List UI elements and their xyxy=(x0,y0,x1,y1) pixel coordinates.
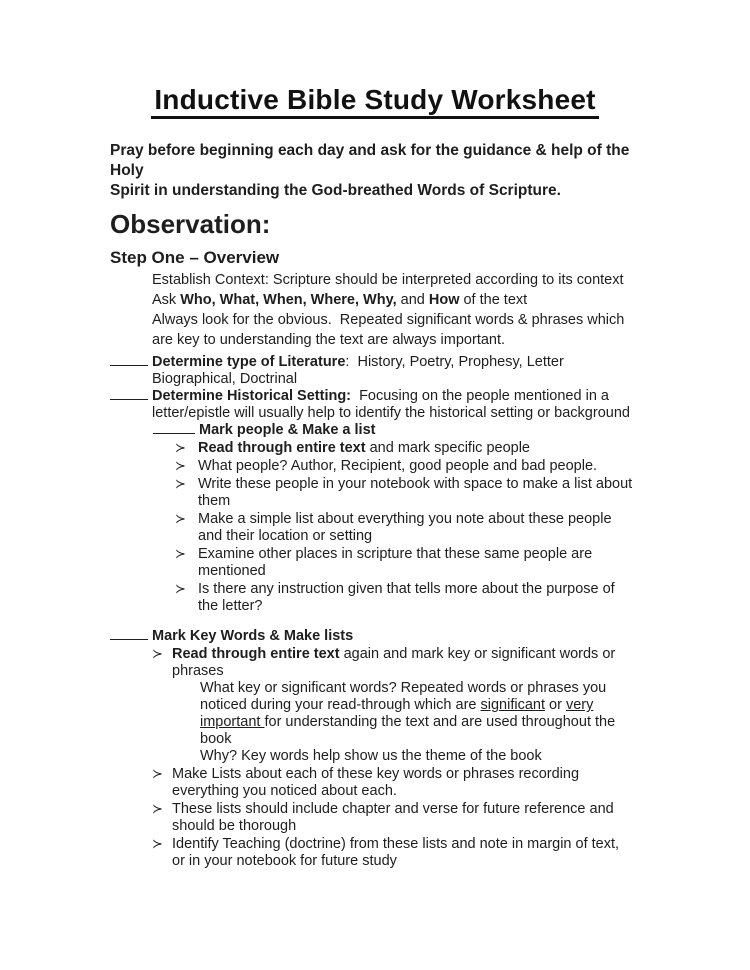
text-segment: significant xyxy=(480,697,545,714)
arrow-bullet-icon: ≻ xyxy=(175,476,186,492)
text-line xyxy=(110,422,750,439)
text-line xyxy=(110,439,750,457)
text-segment: of the text xyxy=(459,292,528,309)
step-one-heading: Step One – Overview xyxy=(110,248,280,268)
document-body xyxy=(110,270,750,870)
arrow-bullet-icon: ≻ xyxy=(175,581,186,597)
text-segment: or xyxy=(544,697,566,714)
text-segment: book xyxy=(200,731,232,748)
text-line xyxy=(110,645,750,663)
text-segment: noticed during your read-through which are xyxy=(200,697,481,714)
text-line xyxy=(110,663,750,680)
text-segment: Write these people in your notebook with space to make a list about xyxy=(198,476,633,493)
text-segment: phrases xyxy=(172,663,224,680)
text-line xyxy=(110,475,750,493)
text-segment: Mark people & Make a list xyxy=(199,422,376,439)
text-segment: Make Lists about each of these key words or phrases recording xyxy=(172,766,580,783)
arrow-bullet-icon: ≻ xyxy=(175,546,186,562)
text-line xyxy=(110,835,750,853)
text-line xyxy=(110,783,750,800)
title-row xyxy=(0,84,750,119)
blank-underline xyxy=(110,637,148,640)
blank-underline xyxy=(110,397,148,400)
text-line xyxy=(110,800,750,818)
text-segment: Determine Historical Setting: xyxy=(152,388,352,405)
text-segment: letter/epistle will usually help to identify the historical setting or background xyxy=(152,405,630,422)
text-segment: : History, Poetry, Prophesy, Letter xyxy=(345,354,564,371)
text-segment: Why? Key words help show us the theme of the book xyxy=(200,748,542,765)
text-segment: How xyxy=(428,292,460,309)
text-segment: Make a simple list about everything you note about these people xyxy=(198,511,612,528)
text-segment: and their location or setting xyxy=(198,528,373,545)
text-line xyxy=(110,405,750,422)
text-segment: them xyxy=(198,493,231,510)
arrow-bullet-icon: ≻ xyxy=(175,440,186,456)
document-title: Inductive Bible Study Worksheet xyxy=(151,84,598,119)
blank-underline xyxy=(110,363,148,366)
text-segment: What people? Author, Recipient, good people and bad people. xyxy=(198,458,598,475)
text-line xyxy=(110,330,750,350)
text-line xyxy=(110,354,750,371)
text-segment: or in your notebook for future study xyxy=(172,853,397,870)
text-segment: again and mark key or significant words or xyxy=(339,646,616,663)
text-segment: the letter? xyxy=(198,598,263,615)
text-segment: Read through entire text xyxy=(198,440,366,457)
text-line xyxy=(110,714,750,731)
text-line xyxy=(110,731,750,748)
intro-paragraph xyxy=(110,141,646,201)
text-segment: everything you noticed about each. xyxy=(172,783,397,800)
text-line xyxy=(110,748,750,765)
arrow-bullet-icon: ≻ xyxy=(152,646,163,662)
intro-line: Pray before beginning each day and ask for the guidance & help of the Holy xyxy=(110,142,630,180)
text-segment: Determine type of Literature xyxy=(152,354,346,371)
text-segment: Establish Context: Scripture should be interpreted according to its context xyxy=(152,272,624,289)
observation-heading: Observation: xyxy=(110,209,271,240)
text-line xyxy=(110,563,750,580)
text-line xyxy=(110,457,750,475)
text-segment: Examine other places in scripture that these same people are xyxy=(198,546,593,563)
text-line xyxy=(110,628,750,645)
arrow-bullet-icon: ≻ xyxy=(152,836,163,852)
intro-line: Spirit in understanding the God-breathed Words of Scripture. xyxy=(110,182,561,200)
text-segment: Identify Teaching (doctrine) from these lists and note in margin of text, xyxy=(172,836,620,853)
text-line xyxy=(110,510,750,528)
text-segment: Biographical, Doctrinal xyxy=(152,371,298,388)
text-segment: are key to understanding the text are always important. xyxy=(152,332,506,349)
arrow-bullet-icon: ≻ xyxy=(152,801,163,817)
spacer xyxy=(110,615,750,628)
text-segment: Ask xyxy=(152,292,181,309)
text-segment: Focusing on the people mentioned in a xyxy=(351,388,609,405)
text-segment: Always look for the obvious. Repeated significant words & phrases which xyxy=(152,312,625,329)
arrow-bullet-icon: ≻ xyxy=(175,458,186,474)
text-segment: These lists should include chapter and verse for future reference and xyxy=(172,801,614,818)
text-segment: and xyxy=(396,292,429,309)
arrow-bullet-icon: ≻ xyxy=(175,511,186,527)
text-line xyxy=(110,388,750,405)
blank-underline xyxy=(153,431,195,434)
text-segment: very xyxy=(565,697,594,714)
text-line xyxy=(110,310,750,330)
text-line xyxy=(110,290,750,310)
arrow-bullet-icon: ≻ xyxy=(152,766,163,782)
text-line xyxy=(110,818,750,835)
text-segment: important xyxy=(200,714,265,731)
text-segment: What key or significant words? Repeated words or phrases you xyxy=(200,680,607,697)
text-segment: for understanding the text and are used throughout the xyxy=(264,714,616,731)
text-line xyxy=(110,765,750,783)
text-segment: Is there any instruction given that tells more about the purpose of xyxy=(198,581,615,598)
text-line xyxy=(110,598,750,615)
text-segment: and mark specific people xyxy=(365,440,530,457)
text-line xyxy=(110,371,750,388)
text-segment: Read through entire text xyxy=(172,646,340,663)
text-line xyxy=(110,580,750,598)
text-line xyxy=(110,493,750,510)
text-segment: Who, What, When, Where, Why, xyxy=(180,292,397,309)
text-line xyxy=(110,528,750,545)
text-segment: should be thorough xyxy=(172,818,297,835)
text-line xyxy=(110,697,750,714)
text-line xyxy=(110,545,750,563)
text-segment: mentioned xyxy=(198,563,266,580)
text-segment: Mark Key Words & Make lists xyxy=(152,628,354,645)
text-line xyxy=(110,680,750,697)
text-line xyxy=(110,853,750,870)
text-line xyxy=(110,270,750,290)
